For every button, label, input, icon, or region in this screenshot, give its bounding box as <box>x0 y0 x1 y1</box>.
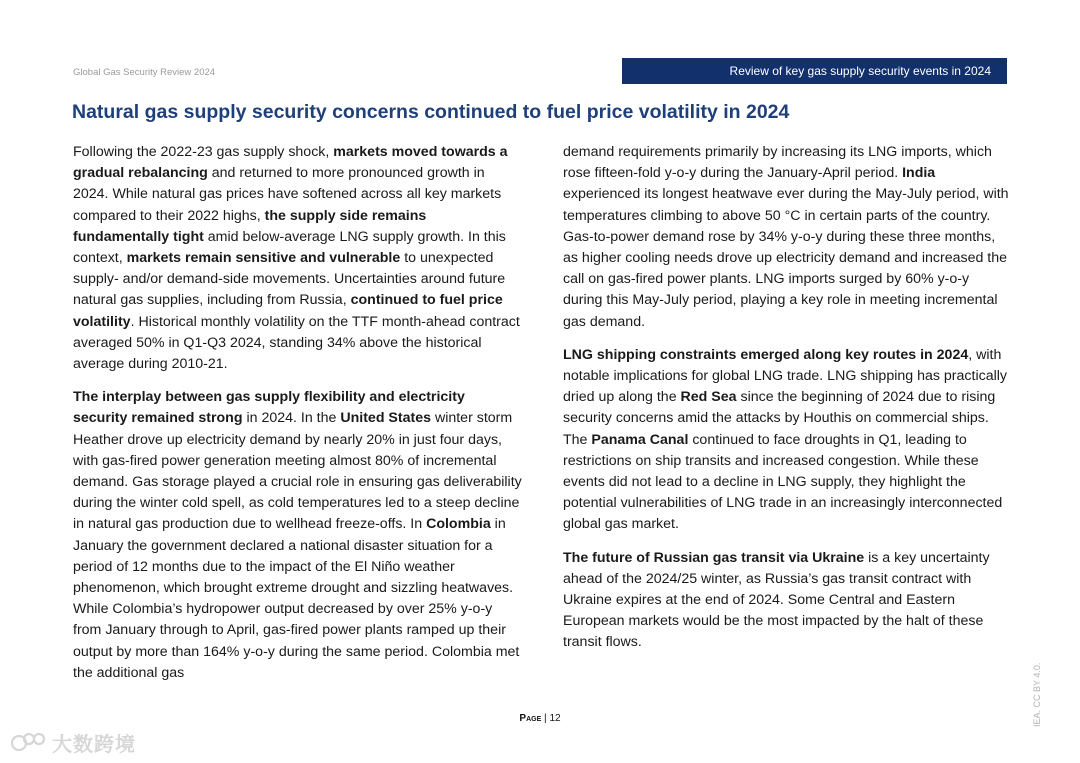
left-column <box>73 142 523 696</box>
paragraph-electricity-security: The interplay between gas supply flexibility and electricity security remained strong in 2024. In the United States winter storm Heather drove up electricity demand by nearly 20% in just four days, with gas-fired power generation meeting almost 80% of incremental demand. Gas storage played a crucial role in ensuring gas deliverability during the winter cold spell, as cold temperatures led to a steep decline in natural gas production due to wellhead freeze-offs. In Colombia in January the government declared a national disaster situation for a period of 12 months due to the impact of the El Niño weather phenomenon, which brought extreme drought and sizzling heatwaves. While Colombia’s hydropower output decreased by over 25% y-o-y from January through to April, gas-fired power plants ramped up their output by more than 164% y-o-y during the same period. Colombia met the additional gas <box>73 389 522 681</box>
page-number: Page | 12 <box>519 713 561 724</box>
watermark-text: 大数跨境 <box>52 733 136 756</box>
paragraph-india-heatwave: demand requirements primarily by increasing its LNG imports, which rose fifteen-fold y-o-y during the January-April period. India experienced its longest heatwave ever during the May-July period, with temperatures climbing to above 50 °C in certain parts of the country. Gas-to-power demand rose by 34% y-o-y during these three months, as higher cooling needs drove up electricity demand and increased the call on gas-fired power plants. LNG imports surged by 60% y-o-y during this May-July period, playing a key role in meeting incremental gas demand. <box>563 144 1009 330</box>
section-banner: Review of key gas supply security events in 2024 <box>622 58 1007 84</box>
right-column <box>563 142 1010 666</box>
license-notice: IEA. CC BY 4.0. <box>1032 662 1042 727</box>
watermark-logo-icon <box>10 730 48 754</box>
page-title: Natural gas supply security concerns continued to fuel price volatility in 2024 <box>72 101 790 123</box>
running-header: Global Gas Security Review 2024 <box>73 67 216 78</box>
paragraph-lng-shipping: LNG shipping constraints emerged along key routes in 2024, with notable implications for global LNG trade. LNG shipping has practically dried up along the Red Sea since the beginning of 2024 due to rising security concerns amid the attacks by Houthis on commercial ships. The Panama Canal continued to face droughts in Q1, leading to restrictions on ship transits and increased congestion. While these events did not lead to a decline in LNG supply, they highlight the potential vulnerabilities of LNG trade in an increasingly interconnected global gas market. <box>563 346 1007 533</box>
watermark <box>10 728 136 756</box>
paragraph-russian-transit: The future of Russian gas transit via Ukraine is a key uncertainty ahead of the 2024/25 winter, as Russia’s gas transit contract with Ukraine expires at the end of 2024. Some Central and Eastern European markets would be the most impacted by the halt of these transit flows. <box>563 549 990 651</box>
paragraph-market-rebalancing: Following the 2022-23 gas supply shock, markets moved towards a gradual rebalancing and returned to more pronounced growth in 2024. While natural gas prices have softened across all key markets compared to their 2022 highs, the supply side remains fundamentally tight amid below-average LNG supply growth. In this context, markets remain sensitive and vulnerable to unexpected supply- and/or demand-side movements. Uncertainties around future natural gas supplies, including from Russia, continued to fuel price volatility. Historical monthly volatility on the TTF month-ahead contract averaged 50% in Q1-Q3 2024, standing 34% above the historical average during 2010-21. <box>73 144 520 373</box>
